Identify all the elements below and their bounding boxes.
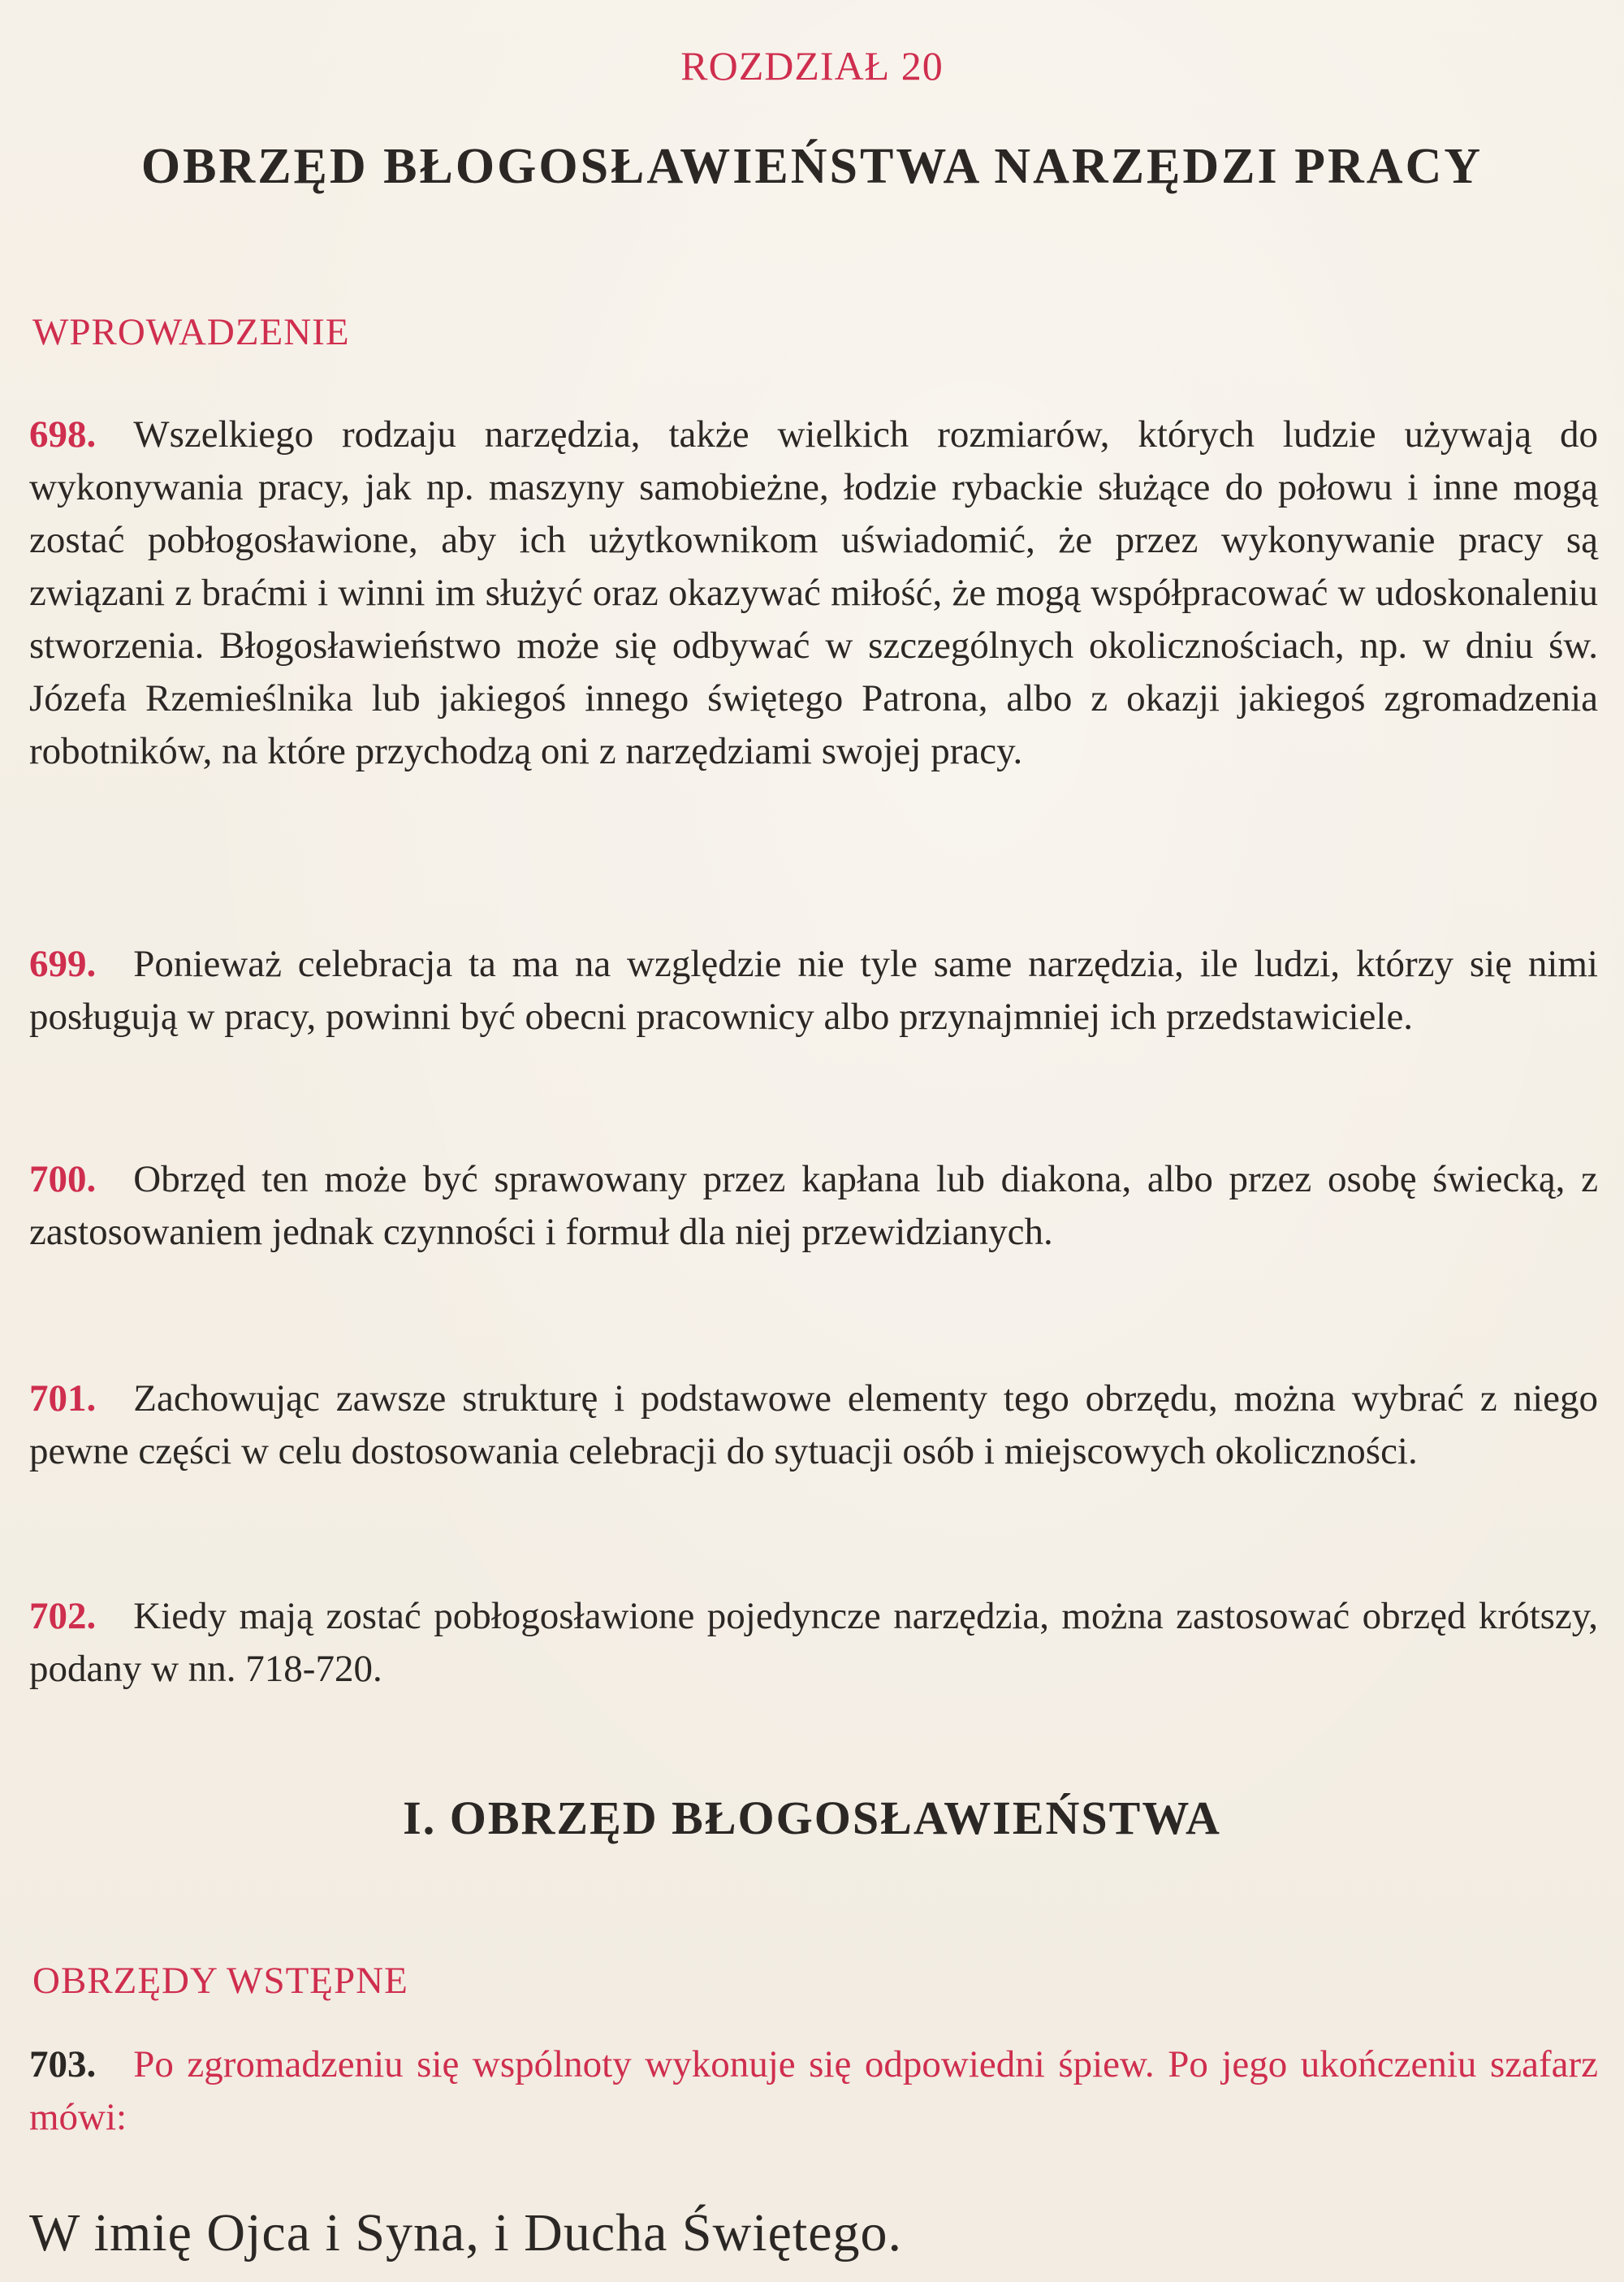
paragraph-text: Obrzęd ten może być sprawowany przez kapłana lub diakona, albo przez osobę świecką, z zastosowaniem jednak czynności i formuł dla niej przewidzianych. <box>29 1158 1598 1253</box>
paragraph-text: Wszelkiego rodzaju narzędzia, także wielkich rozmiarów, których ludzie używają do wykonywania pracy, jak np. maszyny samobieżne, łodzie rybackie służące do połowu i inne mogą zostać pobłogosławione, aby ich użytkownikom uświadomić, że przez wykonywanie pracy są związani z braćmi i winni im służyć oraz okazywać miłość, że mogą współpracować w udoskonaleniu stworzenia. Błogosławieństwo może się odbywać w szczególnych okolicznościach, np. w dniu św. Józefa Rzemieślnika lub jakiegoś innego świętego Patrona, albo z okazji jakiegoś zgromadzenia robotników, na które przychodzą oni z narzędziami swojej pracy. <box>29 413 1598 772</box>
rite-title: I. OBRZĘD BŁOGOSŁAWIEŃSTWA <box>403 1791 1221 1844</box>
paragraph-703 <box>29 2038 1598 2144</box>
chapter-title: OBRZĘD BŁOGOSŁAWIEŃSTWA NARZĘDZI PRACY <box>140 139 1484 194</box>
chapter-label: ROZDZIAŁ 20 <box>680 43 944 89</box>
paragraph-number: 702. <box>29 1595 97 1637</box>
paragraph-number: 700. <box>29 1158 97 1200</box>
paragraph-text: Ponieważ celebracja ta ma na względzie nie tyle same narzędzia, ile ludzi, którzy się nimi posługują w pracy, powinni być obecni pracownicy albo przynajmniej ich przedstawiciele. <box>29 943 1598 1038</box>
paragraph-number: 699. <box>29 943 97 985</box>
rubric-text: Po zgromadzeniu się wspólnoty wykonuje się odpowiedni śpiew. Po jego ukończeniu szafarz mówi: <box>29 2043 1598 2138</box>
paragraph-number: 703. <box>29 2043 97 2085</box>
paragraph-700 <box>29 1153 1598 1259</box>
paragraph-text: Zachowując zawsze strukturę i podstawowe elementy tego obrzędu, można wybrać z niego pewne części w celu dostosowania celebracji do sytuacji osób i miejscowych okoliczności. <box>29 1377 1598 1472</box>
paragraph-701 <box>29 1372 1598 1478</box>
introduction-heading: WPROWADZENIE <box>32 311 350 353</box>
paragraph-702 <box>29 1590 1598 1696</box>
paragraph-number: 701. <box>29 1377 97 1420</box>
paragraph-number: 698. <box>29 413 97 456</box>
invocation-formula: W imię Ojca i Syna, i Ducha Świętego. <box>29 2203 903 2263</box>
paragraph-text: Kiedy mają zostać pobłogosławione pojedyncze narzędzia, można zastosować obrzęd krótszy, podany w nn. 718-720. <box>29 1595 1598 1690</box>
opening-rites-heading: OBRZĘDY WSTĘPNE <box>32 1960 408 2002</box>
paragraph-699 <box>29 938 1598 1044</box>
paragraph-698 <box>29 408 1598 778</box>
